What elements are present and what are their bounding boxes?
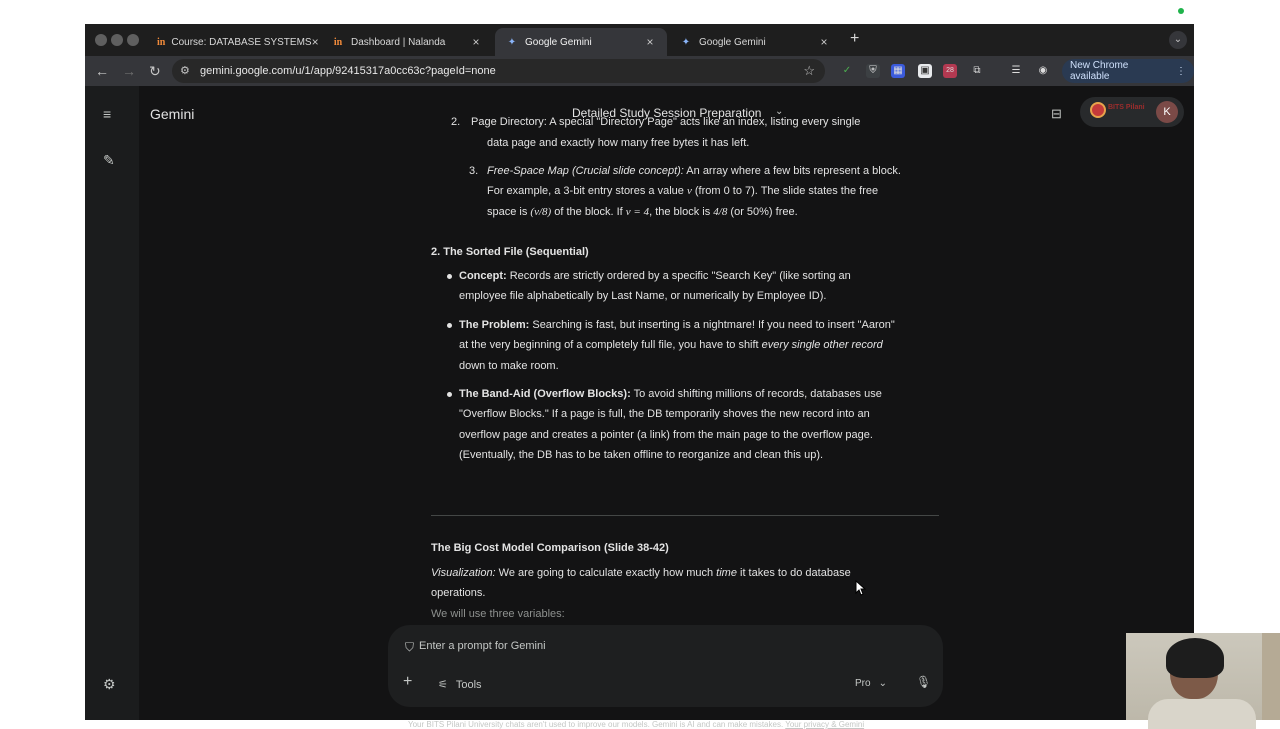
tab-google-gemini[interactable] [669, 28, 841, 56]
prompt-input[interactable] [419, 640, 719, 652]
three-variables-line: We will use three variables: [431, 608, 565, 620]
tab-title: Google Gemini [525, 36, 592, 48]
menu-hamburger-icon[interactable]: ≡ [103, 106, 112, 122]
problem-bullet-line2: at the very beginning of a completely full file, you have to shift every single other record [459, 339, 883, 351]
model-label: Pro [855, 678, 871, 689]
visualization-line1: Visualization: We are going to calculate exactly how much time it takes to do database [431, 567, 851, 579]
temporary-chat-icon[interactable]: ⊟ [1051, 106, 1062, 121]
browser-toolbar [85, 56, 1194, 86]
webcam-person-hair [1166, 638, 1224, 678]
extension-grammar-icon[interactable]: ✓ [842, 65, 852, 76]
list-number: 3. [469, 165, 479, 177]
reading-list-icon[interactable]: ☰ [1011, 65, 1021, 76]
tab-close-icon[interactable]: × [820, 35, 828, 49]
band-aid-bullet-line2: "Overflow Blocks." If a page is full, the DB temporarily shoves the new record into an [459, 408, 870, 420]
tab-strip [85, 24, 1194, 56]
bullet-dot [447, 392, 452, 397]
address-bar[interactable] [172, 59, 825, 83]
band-aid-bullet-line1: The Band-Aid (Overflow Blocks): To avoid shifting millions of records, databases use [459, 388, 882, 400]
shield-icon: ⛉ [405, 640, 415, 654]
gemini-icon: ✦ [507, 36, 517, 48]
camera-indicator-dot [1178, 8, 1184, 14]
gemini-brand-title[interactable]: Gemini [150, 106, 195, 122]
account-switcher[interactable] [1080, 97, 1184, 127]
extensions-puzzle-icon[interactable]: ⧉ [973, 65, 981, 76]
privacy-link[interactable]: Your privacy & Gemini [785, 720, 865, 729]
tab-dashboard-nalanda[interactable] [321, 28, 493, 56]
settings-gear-icon[interactable]: ⚙ [103, 676, 116, 692]
disclaimer-text: Your BITS Pilani University chats aren't used to improve our models. Gemini is AI and can make mistakes. [408, 720, 784, 729]
bits-pilani-logo-icon [1090, 102, 1106, 118]
tab-close-icon[interactable]: × [646, 35, 654, 49]
tab-course-database-systems[interactable] [147, 28, 319, 56]
chevron-down-icon[interactable]: ⌄ [775, 106, 784, 117]
account-badge-text: BITS Pilani [1108, 104, 1145, 111]
url-text[interactable]: gemini.google.com/u/1/app/92415317a0cc63c?pageId=none [200, 65, 496, 77]
section-heading-sorted-file: 2. The Sorted File (Sequential) [431, 246, 589, 258]
minimize-window-button[interactable] [111, 34, 123, 46]
reload-icon[interactable]: ↻ [149, 63, 161, 79]
footer-disclaimer [408, 720, 864, 729]
extension-doc-icon[interactable]: ▣ [918, 64, 932, 78]
nalanda-icon: in [157, 36, 166, 48]
free-space-map-line2: For example, a 3-bit entry stores a value v (from 0 to 7). The slide states the free [487, 185, 879, 197]
band-aid-bullet-line3: overflow page and creates a pointer (a link) from the main page to the overflow page. [459, 429, 873, 441]
bookmark-star-icon[interactable]: ☆ [803, 63, 815, 78]
tab-close-icon[interactable]: × [311, 35, 319, 49]
new-chrome-label: New Chrome available [1070, 60, 1129, 82]
page-directory-text: Page Directory: A special "Directory Page" acts like an index, listing every single [471, 116, 861, 128]
tab-close-icon[interactable]: × [472, 35, 480, 49]
webcam-overlay [1126, 633, 1280, 720]
bullet-dot [447, 323, 452, 328]
extension-badge-icon[interactable]: 28 [943, 64, 957, 78]
tab-title: Google Gemini [699, 36, 766, 48]
free-space-map-line1: Free-Space Map (Crucial slide concept): An array where a few bits represent a block. [487, 165, 901, 177]
horizontal-divider [431, 515, 939, 516]
concept-bullet-line1: Concept: Records are strictly ordered by a specific "Search Key" (like sorting an [459, 270, 851, 282]
visualization-line2: operations. [431, 587, 486, 599]
problem-bullet-line1: The Problem: Searching is fast, but inserting is a nightmare! If you need to insert "Aaron" [459, 319, 895, 331]
maximize-window-button[interactable] [127, 34, 139, 46]
bullet-dot [447, 274, 452, 279]
response-content: 2. Page Directory: A special "Directory Page" acts like an index, listing every single data page and exactly how many free bytes it has left. 3. Free-Space Map (Crucial slide concept): An array where a few bits represent a block. For example, a 3-bit entry stores a value v (from 0 to 7). The slide states the free space is (v/8) of the block. If v = 4, the block is 4/8 (or 50%) free. 2. The Sorted File (Sequential) Concept: Records are strictly ordered by a specific "Search Key" (like sorting an employee file alphabetically by Last Name, or numerically by Employee ID). The Problem: Searching is fast, but inserting is a nightmare! If you need to insert "Aaron" at the very beginning of a completely full file, you have to shift every single other record down to make room. The Band-Aid (Overflow Blocks): To avoid shifting millions of records, databases use "Overflow Blocks." If a page is full, the DB temporarily shoves the new record into an overflow page and creates a pointer (a link) from the main page to the overflow page. (Eventually, the DB has to be taken offline to reorganize and clean this up). The Big Cost Model Comparison (Slide 38-42) Visualization: We are going to calculate exactly how much time it takes to do database operations. We will use three variables: [431, 120, 941, 624]
free-space-map-line3: space is (v/8) of the block. If v = 4, the block is 4/8 (or 50%) free. [487, 206, 798, 218]
profile-icon[interactable]: ◉ [1038, 65, 1048, 76]
avatar[interactable]: K [1156, 101, 1178, 123]
webcam-door-frame [1262, 633, 1280, 720]
extension-table-icon[interactable]: ▦ [891, 64, 905, 78]
problem-bullet-line3: down to make room. [459, 360, 559, 372]
tab-title: Dashboard | Nalanda [351, 36, 446, 48]
tab-title: Course: DATABASE SYSTEMS [171, 36, 312, 48]
more-vertical-icon: ⋮ [1176, 65, 1186, 77]
gemini-app [85, 86, 1194, 729]
close-window-button[interactable] [95, 34, 107, 46]
tab-search-chevron-icon[interactable]: ⌄ [1169, 31, 1187, 49]
model-selector[interactable] [855, 678, 887, 689]
page-directory-text-2: data page and exactly how many free bytes it has left. [487, 137, 750, 149]
side-rail [85, 86, 139, 720]
site-info-icon[interactable]: ⚙ [180, 65, 190, 77]
microphone-icon[interactable]: 🎙 [916, 675, 932, 689]
chevron-down-icon: ⌄ [878, 678, 887, 689]
new-chrome-available-button[interactable] [1062, 59, 1194, 83]
prompt-box [388, 625, 943, 707]
forward-arrow-icon[interactable]: → [122, 63, 136, 79]
concept-bullet-line2: employee file alphabetically by Last Name, or numerically by Employee ID). [459, 290, 827, 302]
webcam-person-shirt [1148, 699, 1256, 729]
band-aid-bullet-line4: (Eventually, the DB has to be taken offline to reorganize and clean this up). [459, 449, 824, 461]
gemini-icon: ✦ [681, 36, 691, 48]
tools-button[interactable] [438, 678, 482, 691]
tools-label: Tools [455, 678, 482, 691]
back-arrow-icon[interactable]: ← [95, 63, 109, 79]
tab-google-gemini-active[interactable] [495, 28, 667, 56]
add-plus-icon[interactable]: + [403, 673, 413, 690]
extension-shield-icon[interactable]: ⛨ [866, 64, 880, 78]
browser-window [85, 24, 1194, 729]
new-tab-plus-icon[interactable]: + [850, 30, 860, 47]
mouse-cursor-icon [855, 580, 865, 596]
nalanda-icon: in [333, 36, 343, 48]
conversation-title[interactable]: Detailed Study Session Preparation [572, 106, 762, 120]
section-heading-cost-model: The Big Cost Model Comparison (Slide 38-42) [431, 542, 669, 554]
new-chat-edit-icon[interactable]: ✎ [103, 152, 115, 168]
tools-sliders-icon: ⚟ [438, 679, 448, 691]
